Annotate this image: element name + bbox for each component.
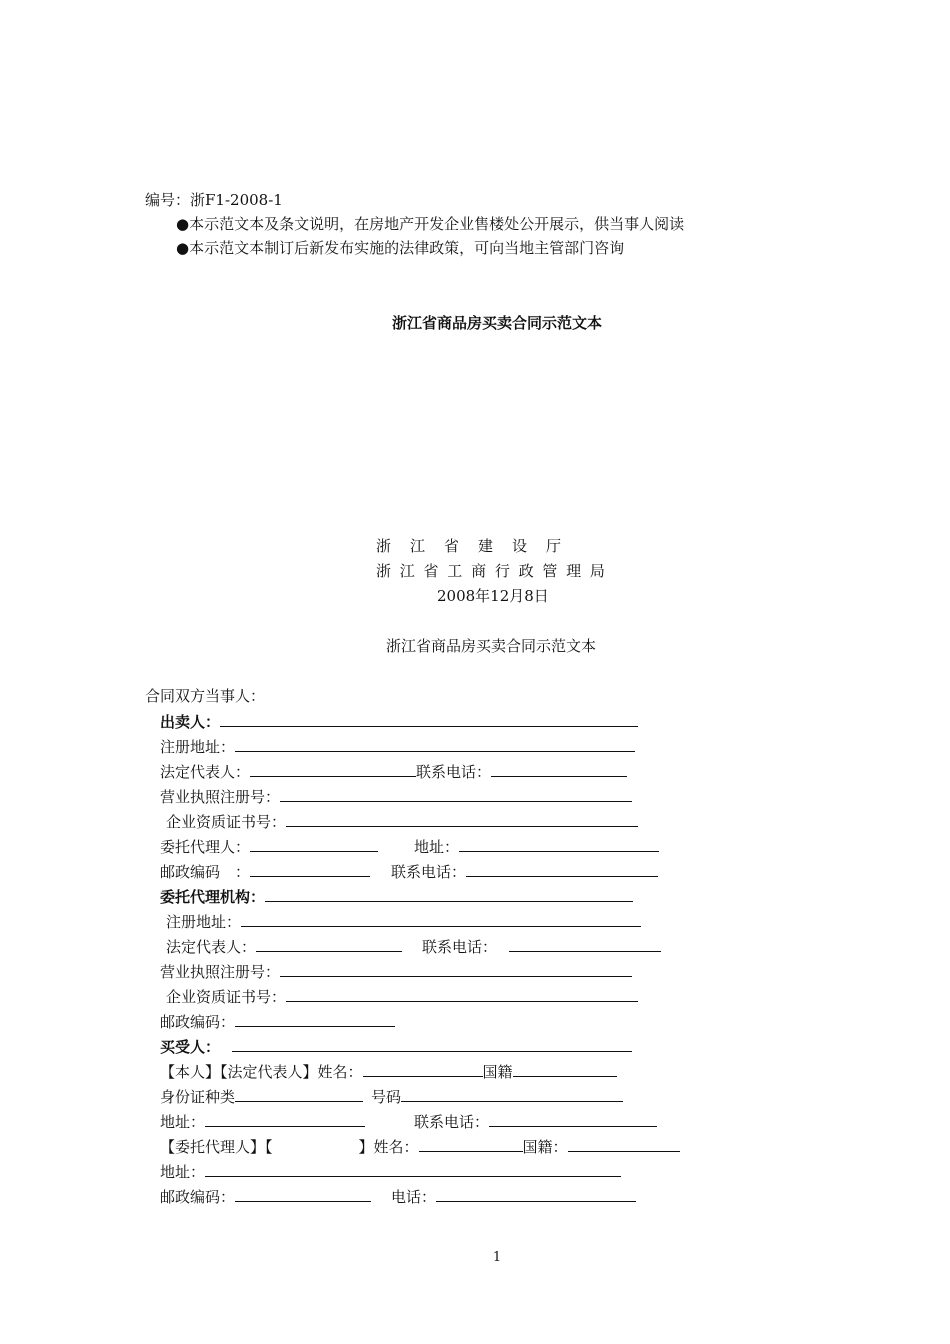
- id-no-field[interactable]: [401, 1086, 623, 1102]
- buyer-tel-label: 电话：: [391, 1188, 437, 1206]
- buyer-row: [160, 1036, 632, 1057]
- contact-phone-field[interactable]: [491, 761, 627, 777]
- buyer-phone-field[interactable]: [489, 1111, 657, 1127]
- contract-subtitle: 浙江省商品房买卖合同示范文本: [386, 637, 597, 655]
- legal-rep-field[interactable]: [250, 761, 416, 777]
- agent-field[interactable]: [250, 836, 378, 852]
- agent-phone-row: [391, 861, 658, 882]
- buyer-address-row: [160, 1111, 365, 1132]
- agent-address-field[interactable]: [459, 836, 659, 852]
- license-row: [160, 786, 632, 807]
- agent-row: [160, 836, 378, 857]
- reg-address-row: [160, 736, 635, 757]
- agent-label: 委托代理人：: [160, 838, 251, 856]
- buyer-agent-address-row: [160, 1161, 621, 1182]
- cover-title: 浙江省商品房买卖合同示范文本: [391, 314, 602, 332]
- reg-address-label: 注册地址：: [160, 738, 236, 756]
- note-display: ●本示范文本及条文说明，在房地产开发企业售楼处公开展示，供当事人阅读: [176, 215, 685, 233]
- buyer-agent-name-field[interactable]: [419, 1136, 523, 1152]
- postcode-field[interactable]: [250, 861, 370, 877]
- nationality-field[interactable]: [513, 1061, 617, 1077]
- id-type-label: 身份证种类: [160, 1088, 236, 1106]
- buyer-self-label: 【本人】【法定代表人】姓名：: [160, 1063, 363, 1081]
- buyer-field[interactable]: [232, 1036, 632, 1052]
- agency-field[interactable]: [265, 886, 633, 902]
- seller-label: 出卖人：: [160, 713, 221, 731]
- agency-postcode-field[interactable]: [235, 1011, 395, 1027]
- agency-qualification-row: [166, 986, 638, 1007]
- buyer-agent-address-field[interactable]: [205, 1161, 621, 1177]
- qualification-row: [166, 811, 638, 832]
- buyer-address-label: 地址：: [160, 1113, 206, 1131]
- issue-date: 2008年12月8日: [437, 587, 549, 605]
- agency-legal-rep-label: 法定代表人：: [166, 938, 257, 956]
- buyer-label: 买受人：: [160, 1038, 221, 1056]
- agency-postcode-row: [160, 1011, 395, 1032]
- agent-phone-label: 联系电话：: [391, 863, 467, 881]
- legal-rep-label: 法定代表人：: [160, 763, 251, 781]
- issuer-construction-dept: 浙 江 省 建 设 厅: [376, 537, 564, 555]
- agency-row: [160, 886, 633, 907]
- agency-reg-address-label: 注册地址：: [166, 913, 242, 931]
- qualification-label: 企业资质证书号：: [166, 813, 287, 831]
- agency-reg-address-field[interactable]: [241, 911, 641, 927]
- postcode-row: [160, 861, 370, 882]
- id-row: [160, 1086, 623, 1107]
- agency-qualification-field[interactable]: [286, 986, 638, 1002]
- buyer-name-field[interactable]: [363, 1061, 483, 1077]
- qualification-field[interactable]: [286, 811, 638, 827]
- id-type-field[interactable]: [235, 1086, 363, 1102]
- agency-label: 委托代理机构：: [160, 888, 266, 906]
- buyer-agent-row: [160, 1136, 680, 1157]
- license-field[interactable]: [280, 786, 632, 802]
- buyer-agent-address-label: 地址：: [160, 1163, 206, 1181]
- license-label: 营业执照注册号：: [160, 788, 281, 806]
- agent-address-row: [414, 836, 659, 857]
- buyer-phone-label: 联系电话：: [414, 1113, 490, 1131]
- id-no-label: 号码: [371, 1088, 402, 1106]
- serial-number: 编号：浙F1-2008-1: [145, 191, 283, 209]
- buyer-tel-field[interactable]: [436, 1186, 636, 1202]
- parties-intro: 合同双方当事人：: [145, 687, 266, 705]
- reg-address-field[interactable]: [235, 736, 635, 752]
- agent-phone-field[interactable]: [466, 861, 658, 877]
- page-number: 1: [492, 1250, 502, 1265]
- buyer-postcode-label: 邮政编码：: [160, 1188, 236, 1206]
- buyer-postcode-field[interactable]: [235, 1186, 371, 1202]
- agency-phone-field[interactable]: [509, 936, 661, 952]
- postcode-label: 邮政编码 ：: [160, 863, 251, 881]
- buyer-postcode-row: [160, 1186, 371, 1207]
- legal-rep-row: [160, 761, 627, 782]
- agency-qualification-label: 企业资质证书号：: [166, 988, 287, 1006]
- agency-legal-rep-field[interactable]: [256, 936, 402, 952]
- buyer-phone-row: [414, 1111, 657, 1132]
- buyer-agent-nationality-field[interactable]: [568, 1136, 680, 1152]
- agency-postcode-label: 邮政编码：: [160, 1013, 236, 1031]
- agency-phone-label: 联系电话：: [422, 938, 498, 956]
- nationality-label: 国籍: [482, 1063, 513, 1081]
- agency-license-field[interactable]: [280, 961, 632, 977]
- agency-license-row: [160, 961, 632, 982]
- note-consult: ●本示范文本制订后新发布实施的法律政策，可向当地主管部门咨询: [176, 239, 625, 257]
- seller-row: [160, 711, 638, 732]
- issuer-admin-bureau: 浙 江 省 工 商 行 政 管 理 局: [376, 562, 607, 580]
- buyer-agent-nationality-label: 国籍：: [522, 1138, 568, 1156]
- seller-field[interactable]: [220, 711, 638, 727]
- buyer-agent-label-a: 【委托代理人】【: [160, 1138, 273, 1156]
- agency-license-label: 营业执照注册号：: [160, 963, 281, 981]
- agent-address-label: 地址：: [414, 838, 460, 856]
- buyer-tel-row: [391, 1186, 636, 1207]
- buyer-address-field[interactable]: [205, 1111, 365, 1127]
- contact-phone-label: 联系电话：: [416, 763, 492, 781]
- agency-reg-address-row: [166, 911, 641, 932]
- agency-legal-rep-row: [166, 936, 402, 957]
- agency-phone-row: [422, 936, 661, 957]
- buyer-agent-label-b: 】姓名：: [358, 1138, 419, 1156]
- buyer-self-row: [160, 1061, 617, 1082]
